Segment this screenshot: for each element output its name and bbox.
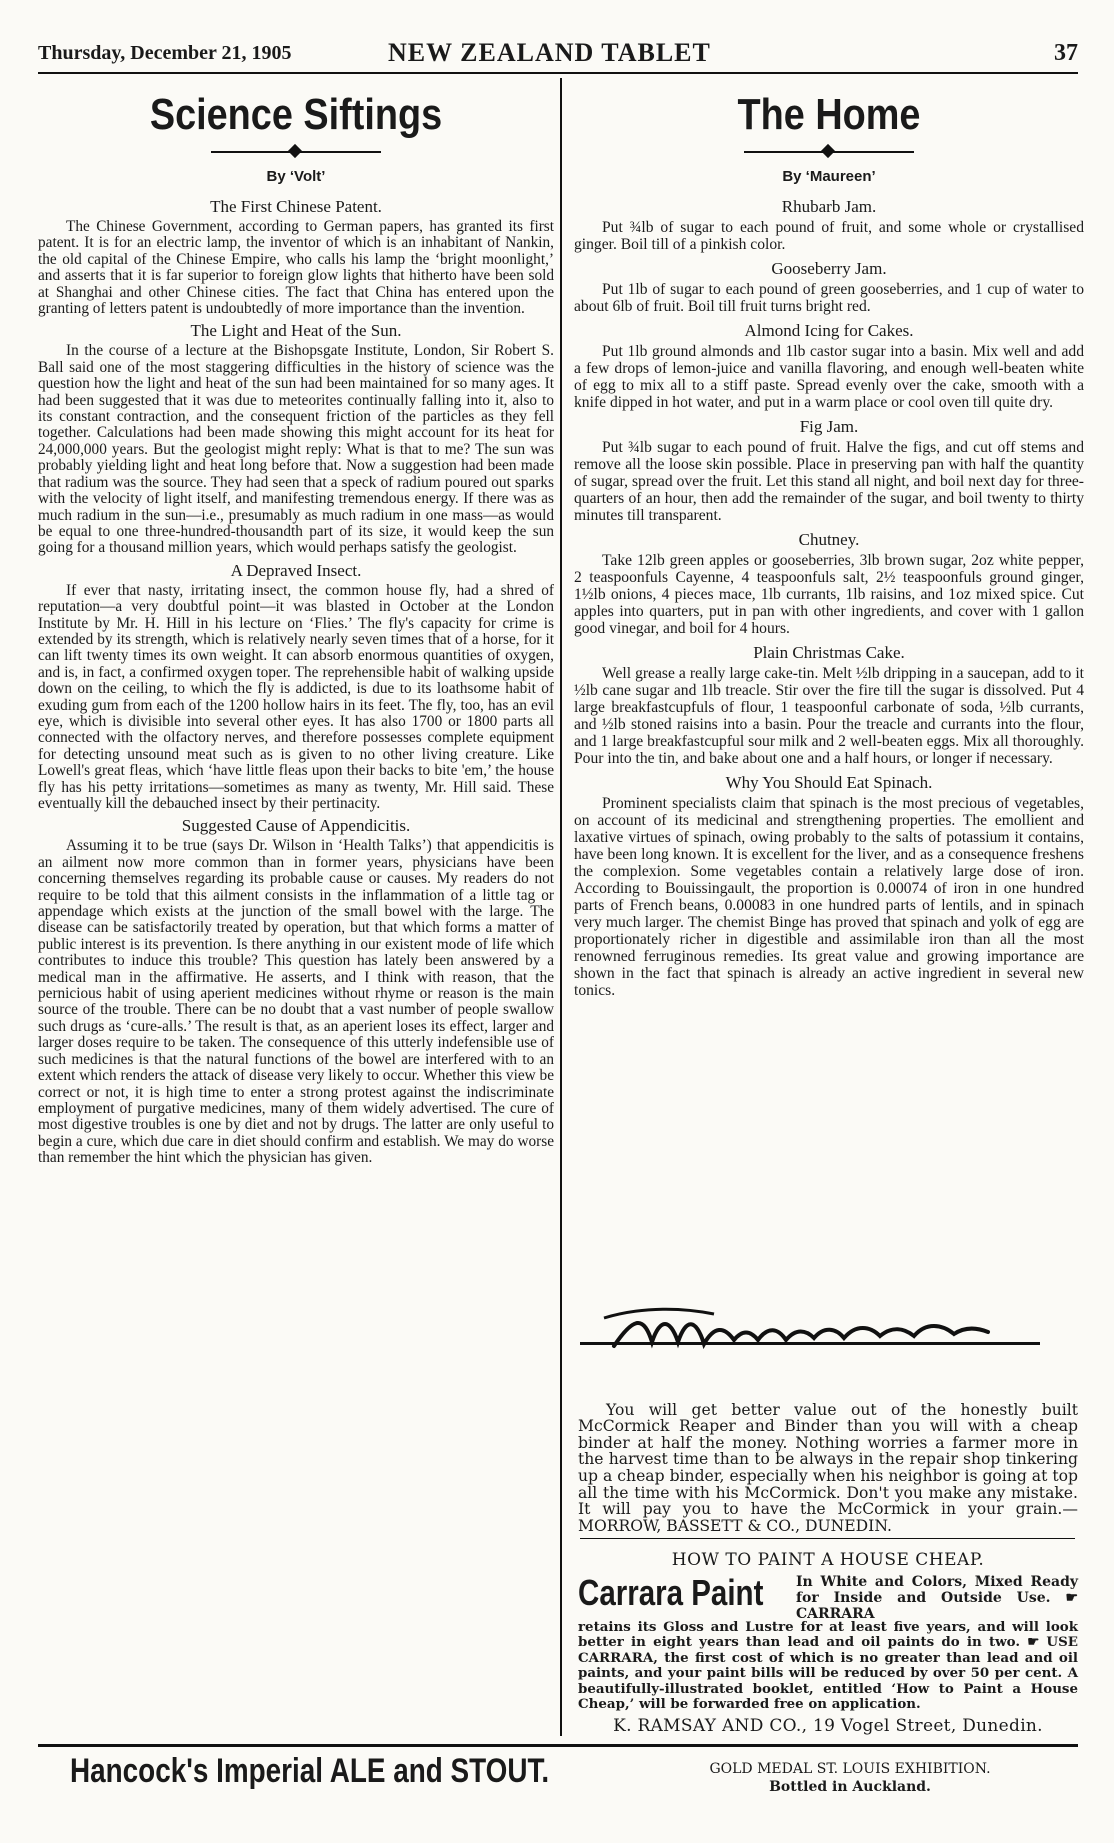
- newspaper-title: NEW ZEALAND TABLET: [388, 38, 711, 67]
- recipe-body: Take 12lb green apples or gooseberries, 3lb brown sugar, 2oz white pepper, 2 teaspoonfuls Cayenne, 4 teaspoonfuls salt, 2½ teaspoonfuls ground ginger, 1½lb onions, 4 pieces mace, 1lb currants, 1lb raisins, and 1oz mixed spice. Cut apples into quarters, put in pan with other ingredients, and cover with 1 gallon good vinegar, and boil for 4 hours.: [574, 552, 1084, 637]
- article-heading: Suggested Cause of Appendicitis.: [181, 816, 411, 836]
- maureen-signature: [574, 1296, 1084, 1366]
- recipe-body: Prominent specialists claim that spinach is the most precious of vegetables, on account of its medicinal and strengthening properties. The emollient and laxative virtues of spinach, owing probably to the salts of potassium it contains, have been long known. It is excellent for the liver, and as a consequence freshens the complexion. Some vegetables contain a relatively large dose of iron. According to Bouissingault, the proportion is 0.00074 of iron in one hundred parts of French beans, 0.00083 in one hundred parts of lentils, and in spinach very much larger. The chemist Binge has proved that spinach and yolk of egg are proportionately richer in digestible and assimilable iron than all the most renowned ferruginous remedies. Its great value and growing importance are shown in the fact that spinach is already an active ingredient in several new tonics.: [574, 795, 1084, 999]
- mccormick-advertisement: You will get better value out of the honestly built McCormick Reaper and Binder than you will with a cheap binder at half the money. Nothing worries a farmer more in the harvest time than to be always in the repair shop tinkering up a cheap binder, especially when his neighbor is going at top all the time with his McCormick. Don't you make any mistake. It will pay you to have the McCormick in your grain.—MORROW, BASSETT & CO., DUNEDIN.: [578, 1400, 1078, 1535]
- carrara-text: retains its Gloss and Lustre for at least five years, and will look better in eight years than lead and oil paints do in two. ☛ USE CARRARA, the first cost of which is no greater than lead and oil paints, and your paint bills will be reduced by over 50 per cent. A beautifully-illustrated booklet, entitled ‘How to Paint a House Cheap,’ will be forwarded free on application.: [578, 1619, 1078, 1713]
- recipe-heading: Chutney.: [798, 530, 860, 549]
- byline: By ‘Maureen’: [782, 168, 876, 185]
- carrara-heading: HOW TO PAINT A HOUSE CHEAP.: [671, 1550, 985, 1570]
- carrara-tagline: In White and Colors, Mixed Ready for Inside and Outside Use. ☛CARRARA: [796, 1574, 1078, 1622]
- column-divider: [560, 78, 562, 1736]
- recipe-heading: Plain Christmas Cake.: [753, 643, 905, 662]
- carrara-address: K. RAMSAY AND CO., 19 Vogel Street, Dunedin.: [613, 1716, 1043, 1737]
- recipe-body: Put 1lb of sugar to each pound of green gooseberries, and 1 cup of water to about 6lb of fruit. Boil till fruit turns bright red.: [574, 281, 1084, 315]
- article-body: The Chinese Government, according to German papers, has granted its first patent. It is for an electric lamp, the inventor of which is an inhabitant of Nankin, the old capital of the Chinese Empire, who calls his lamp the ‘bright moonlight,’ and asserts that it is far superior to foreign glow lights that hitherto have been sold at Shanghai and other Chinese cities. The fact that China has entered upon the granting of letters patent is undoubtedly of more importance than the invention.: [38, 218, 554, 318]
- issue-date: Thursday, December 21, 1905: [38, 42, 292, 64]
- science-siftings-column: [38, 82, 554, 1167]
- signature-image: [574, 1296, 1084, 1366]
- signature-rule: [580, 1342, 1040, 1345]
- recipe-heading: Gooseberry Jam.: [771, 259, 887, 278]
- recipe-body: Put 1lb ground almonds and 1lb castor sugar into a basin. Mix well and add a few drops of lemon-juice and vanilla flavoring, and enough well-beaten white of egg to mix all to a stiff paste. Spread evenly over the cake, smooth with a knife dipped in hot water, and put in a warm place or cool oven till quite dry.: [574, 343, 1084, 411]
- recipe-body: Put ¾lb of sugar to each pound of fruit, and some whole or crystallised ginger. Boil till of a pinkish color.: [574, 219, 1084, 253]
- header-rule: [38, 72, 1078, 74]
- bottled-line: Bottled in Auckland.: [769, 1779, 931, 1795]
- recipe-heading: Almond Icing for Cakes.: [744, 321, 914, 340]
- hancocks-advertisement: Hancock's Imperial ALE and STOUT.: [70, 1752, 550, 1790]
- recipe-heading: Rhubarb Jam.: [781, 197, 877, 216]
- advertisement-divider: [580, 1538, 1075, 1539]
- carrara-brand: Carrara Paint: [578, 1572, 764, 1613]
- article-body: In the course of a lecture at the Bishopsgate Institute, London, Sir Robert S. Ball said one of the most staggering difficulties in the history of science was the question how the light and heat of the sun had been maintained for so many ages. It had been suggested that it was due to meteorites continually falling into it, also to its constant contraction, and the consequent friction of the particles as they fell together. Calculations had been made showing this might account for its heat for 24,000,000 years. But the geologist might reply: What is that to me? The sun was probably yielding light and heat long before that. Now a suggestion had been made that radium was the source. They had seen that a speck of radium poured out sparks with the velocity of light itself, and manifesting tremendous energy. If there was as much radium in the sun—i.e., presumably as much radium in one mass—as would be equal to one three-hundred-thousandth part of its size, it would keep the sun going for a thousand million years, which would perhaps satisfy the geologist.: [38, 342, 554, 557]
- footer-exhibition-note: [660, 1760, 1040, 1796]
- exhibition-line: GOLD MEDAL ST. LOUIS EXHIBITION.: [709, 1761, 991, 1777]
- page-number: 37: [1054, 40, 1078, 66]
- footer-rule: [38, 1744, 1078, 1747]
- page-header: [38, 38, 1078, 68]
- recipe-body: Well grease a really large cake-tin. Melt ½lb dripping in a saucepan, add to it ½lb cane sugar and 1lb treacle. Stir over the fire till the sugar is dissolved. Put 4 large breakfastcupfuls of flour, 1 teaspoonful carbonate of soda, ½lb currants, and ½lb stoned raisins into a basin. Pour the treacle and currants into the flour, and 1 large breakfastcupful sour milk and 2 well-beaten eggs. Mix all thoroughly. Pour into the tin, and bake about one and a half hours, or longer if necessary.: [574, 665, 1084, 767]
- the-home-column: [574, 82, 1084, 999]
- article-body: Assuming it to be true (says Dr. Wilson in ‘Health Talks’) that appendicitis is an ailment now more common than in former years, physicians have been concerning themselves regarding its probable cause or causes. My readers do not require to be told that this ailment consists in the inflammation of a little tag or appendage which exists at the junction of the small bowel with the large. The disease can be satisfactorily treated by operation, but that which forms a matter of public interest is its prevention. Is there anything in our existent mode of life which contributes to induce this trouble? This question has lately been answered by a medical man in the affirmative. He asserts, and I think with reason, that the pernicious habit of using aperient medicines without rhyme or reason is the main source of the trouble. There can be no doubt that a vast number of people swallow such drugs as ‘cure-alls.’ The result is that, as an aperient loses its effect, larger and larger doses require to be taken. The consequence of this utterly indefensible use of such medicines is that the natural functions of the bowel are interfered with to an extent which renders the attack of disease very likely to occur. Whether this view be correct or not, it is high time to enter a strong protest against the indiscriminate employment of purgative medicines, many of them widely advertised. The cure of most digestive troubles is one by diet and not by drugs. The latter are only useful to begin a cure, which due care in diet should confirm and establish. We may do worse than remember the hint which the physician has given.: [38, 837, 554, 1167]
- article-body: If ever that nasty, irritating insect, the common house fly, had a shred of reputation—a very doubtful point—it was blasted in October at the London Institute by Mr. H. Hill in his lecture on ‘Flies.’ The fly's capacity for crime is extended by its strength, which is relatively nearly seven times that of a horse, for it can lift twenty times its own weight. It can absorb enormous quantities of oxygen, and is, in fact, a confirmed oxygen toper. The reprehensible habit of walking upside down on the ceiling, to which the fly is addicted, is due to its loathsome habit of exuding gum from each of the 1200 hollow hairs in its feet. The fly, too, has an evil eye, which is divisible into several other eyes. It has also 1700 or 1800 parts all connected with the olfactory nerves, and therefore possesses complete equipment for detecting unsound meat such as is given to no other living creature. Like Lowell's great fleas, which ‘have little fleas upon their backs to bite 'em,’ the house fly has his petty irritations—sometimes as many as twenty, Mr. Hill said. These eventually kill the debauched insect by their pertinacity.: [38, 581, 554, 812]
- byline: By ‘Volt’: [266, 168, 326, 185]
- ornament-divider: [744, 146, 914, 158]
- recipe-heading: Fig Jam.: [799, 417, 859, 436]
- article-heading: The Light and Heat of the Sun.: [190, 321, 402, 341]
- ornament-divider: [211, 146, 381, 158]
- recipe-body: Put ¾lb sugar to each pound of fruit. Halve the figs, and cut off stems and remove all the loose skin possible. Place in preserving pan with half the quantity of sugar, spread over the fruit. Let this stand all night, and boil next day for three-quarters of an hour, then add the remainder of the sugar, and boil twenty to thirty minutes till transparent.: [574, 439, 1084, 524]
- article-heading: A Depraved Insect.: [230, 560, 362, 580]
- recipe-heading: Why You Should Eat Spinach.: [725, 773, 933, 792]
- section-title: The Home: [737, 90, 921, 139]
- carrara-advertisement: [578, 1550, 1078, 1736]
- article-heading: The First Chinese Patent.: [210, 197, 382, 216]
- section-title: Science Siftings: [149, 90, 443, 139]
- carrara-brand-row: [578, 1572, 1078, 1622]
